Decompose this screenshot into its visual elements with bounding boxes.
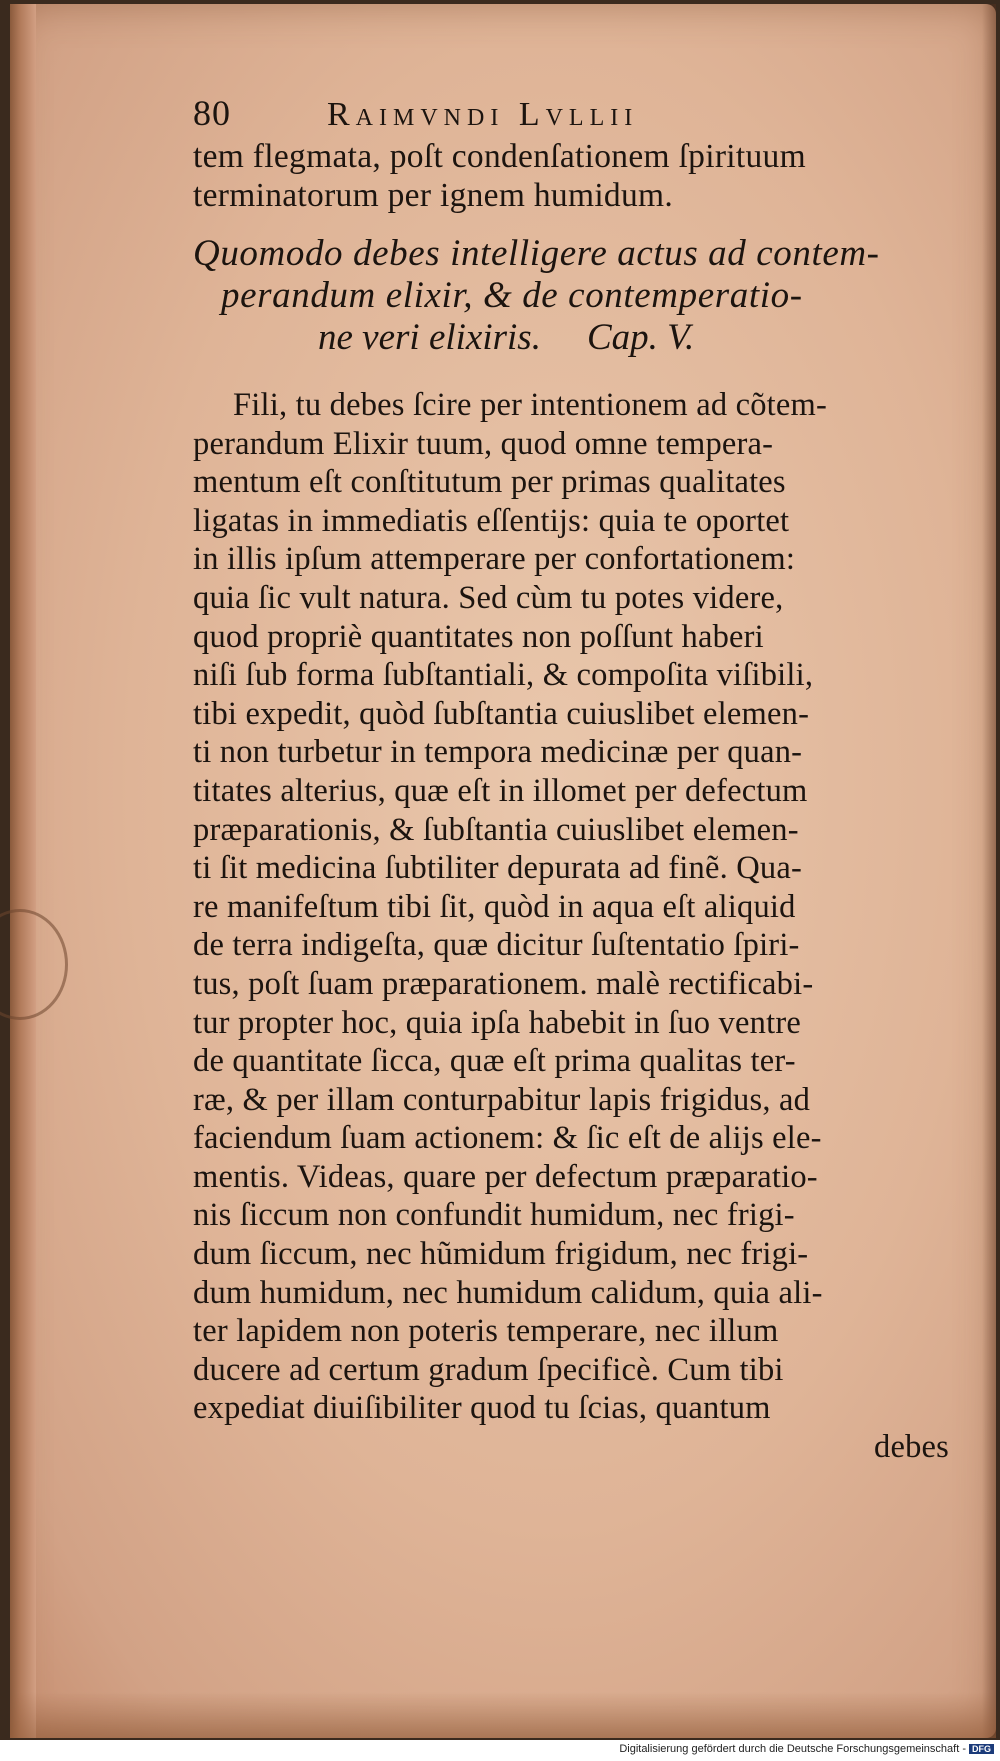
chapter-heading — [193, 233, 953, 359]
text-line: tem flegmata, poſt condenſationem ſpirituum — [193, 138, 806, 175]
text-line: mentum eſt conſtitutum per primas qualitates — [193, 464, 786, 501]
text-line: ducere ad certum gradum ſpecificè. Cum tibi — [193, 1351, 784, 1388]
heading-line: ne veri elixiris. — [318, 317, 541, 358]
text-line: nis ſiccum non confundit humidum, nec frigi- — [193, 1197, 795, 1234]
text-line: dum ſiccum, nec hũmidum frigidum, nec frigi- — [193, 1236, 809, 1273]
text-line: in illis ipſum attemperare per confortationem: — [193, 541, 796, 578]
intro-paragraph — [193, 138, 953, 215]
text-line: tur propter hoc, quia ipſa habebit in ſuo ventre — [193, 1004, 801, 1041]
dfg-logo: DFG — [969, 1744, 994, 1754]
running-header — [193, 92, 953, 138]
text-line: ræ, & per illam conturpabitur lapis frigidus, ad — [193, 1081, 811, 1118]
text-line: tibi expedit, quòd ſubſtantia cuiuslibet elemen- — [193, 695, 810, 732]
running-title: Raimvndi Lvllii — [327, 96, 639, 133]
page-bottom-shadow — [10, 1692, 996, 1738]
text-line: ter lapidem non poteris temperare, nec illum — [193, 1313, 779, 1350]
credit-text: Digitalisierung gefördert durch die Deutsche Forschungsgemeinschaft - — [619, 1743, 966, 1755]
catchword: debes — [874, 1429, 949, 1466]
text-line: expediat diuiſibiliter quod tu ſcias, quantum — [193, 1390, 771, 1427]
text-line: de quantitate ſicca, quæ eſt prima qualitas ter- — [193, 1043, 796, 1080]
chapter-label: Cap. V. — [586, 317, 695, 358]
binding-edge — [10, 4, 36, 1738]
text-line: perandum Elixir tuum, quod omne tempera- — [193, 425, 774, 462]
text-line: ti non turbetur in tempora medicinæ per quan- — [193, 734, 803, 771]
text-line: terminatorum per ignem humidum. — [193, 176, 674, 214]
text-line: titates alterius, quæ eſt in illomet per defectum — [193, 772, 808, 809]
text-line: de terra indigeſta, quæ dicitur ſuſtentatio ſpiri- — [193, 927, 800, 964]
heading-line: Quomodo debes intelligere actus ad contem- — [193, 233, 880, 274]
text-line: dum humidum, nec humidum calidum, quia ali- — [193, 1274, 823, 1311]
digitization-credit — [0, 1743, 994, 1755]
text-line: Fili, tu debes ſcire per intentionem ad cõtem- — [233, 387, 828, 423]
text-line: quod propriè quantitates non poſſunt haberi — [193, 618, 764, 655]
text-line: tus, poſt ſuam præparationem. malè rectificabi- — [193, 965, 814, 1002]
text-line: ti ſit medicina ſubtiliter depurata ad finẽ. Qua- — [193, 850, 803, 887]
text-line: quia ſic vult natura. Sed cùm tu potes videre, — [193, 579, 784, 616]
text-line: mentis. Videas, quare per defectum præparatio- — [193, 1158, 818, 1195]
page-edge-shadow — [982, 4, 996, 1738]
text-line: faciendum ſuam actionem: & ſic eſt de alijs ele- — [193, 1120, 822, 1157]
text-line: niſi ſub forma ſubſtantiali, & compoſita viſibili, — [193, 657, 814, 694]
page-text — [193, 92, 953, 1467]
body-paragraph — [193, 386, 953, 1467]
text-line: re manifeſtum tibi ſit, quòd in aqua eſt aliquid — [193, 888, 796, 925]
text-line: ligatas in immediatis eſſentijs: quia te oportet — [193, 502, 790, 539]
clasp-mark — [0, 909, 68, 1020]
heading-line-last — [193, 317, 953, 359]
page-number: 80 — [193, 93, 231, 133]
heading-line: perandum elixir, & de contemperatio- — [221, 275, 803, 316]
text-line: præparationis, & ſubſtantia cuiuslibet elemen- — [193, 811, 799, 848]
